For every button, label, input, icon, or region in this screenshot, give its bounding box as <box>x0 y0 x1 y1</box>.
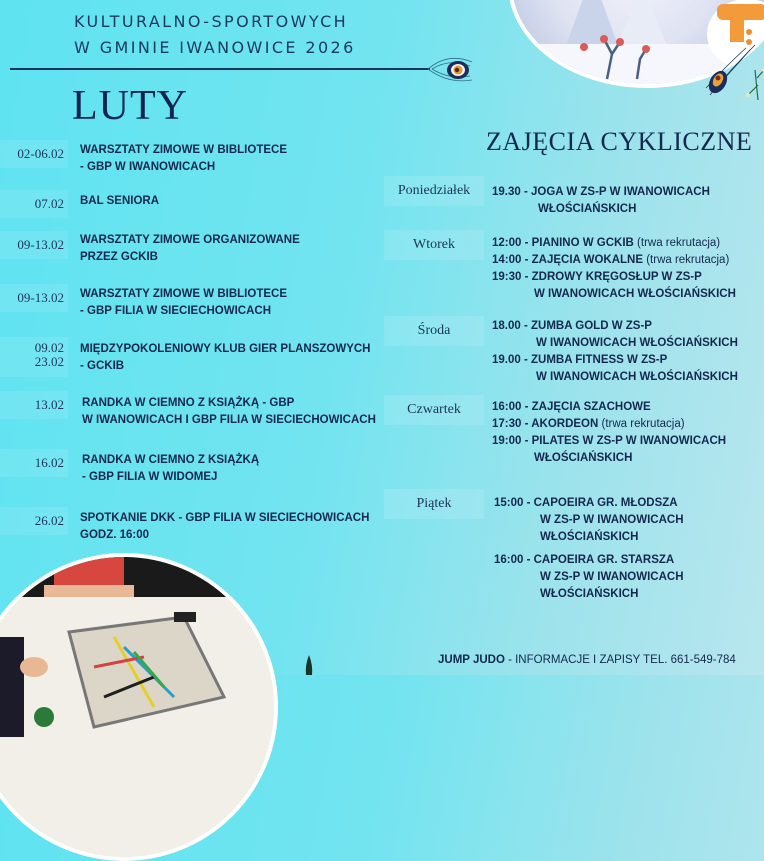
cyclic-item: 16:00 - ZAJĘCIA SZACHOWE <box>492 401 651 413</box>
event-date: 09-13.02 <box>0 284 68 312</box>
cyclic-title: ZAJĘCIA CYKLICZNE <box>486 127 753 156</box>
day-label-monday: Poniedziałek <box>384 176 484 206</box>
header-line-2: W GMINIE IWANOWICE 2026 <box>74 38 356 57</box>
board-game-photo <box>0 553 278 861</box>
peacock-feather-icon <box>428 54 476 86</box>
tuesday-items <box>492 235 736 303</box>
friday-items <box>494 495 684 603</box>
event-date: 26.02 <box>0 507 68 535</box>
header-line-1: KULTURALNO-SPORTOWYCH <box>74 12 349 31</box>
day-label-friday: Piątek <box>384 489 484 519</box>
event-date: 09.02 23.02 <box>0 337 68 377</box>
cyclic-item: 16:00 - CAPOEIRA GR. STARSZA W ZS-P W IWANOWICACH WŁOŚCIAŃSKICH <box>494 554 684 600</box>
footer-info: - INFORMACJE I ZAPISY TEL. 661-549-784 <box>504 654 736 666</box>
event-title: RANDKA W CIEMNO Z KSIĄŻKĄ - GBP FILIA W WIDOMEJ <box>82 454 260 483</box>
cyclic-item: 14:00 - ZAJĘCIA WOKALNE (trwa rekrutacja) <box>492 254 730 266</box>
peacock-feather-icon <box>700 40 764 100</box>
cyclic-item: 19.30 - JOGA W ZS-P W IWANOWICACH WŁOŚCIAŃSKICH <box>492 186 710 215</box>
thursday-items <box>492 399 726 467</box>
cyclic-item: 17:30 - AKORDEON (trwa rekrutacja) <box>492 418 685 430</box>
monday-items <box>492 184 710 218</box>
event-title: WARSZTATY ZIMOWE ORGANIZOWANE PRZEZ GCKIB <box>80 234 300 263</box>
event-date: 09-13.02 <box>0 231 68 259</box>
tree-icon <box>303 655 315 675</box>
event-date: 02-06.02 <box>0 140 68 168</box>
day-label-wednesday: Środa <box>384 316 484 346</box>
cyclic-item: 15:00 - CAPOEIRA GR. MŁODSZA W ZS-P W IWANOWICACH WŁOŚCIAŃSKICH <box>494 497 684 543</box>
wednesday-items <box>492 318 738 386</box>
cyclic-item: 19:00 - PILATES W ZS-P W IWANOWICACH WŁOŚCIAŃSKICH <box>492 435 727 464</box>
event-title: WARSZTATY ZIMOWE W BIBLIOTECE - GBP FILIA W SIECIECHOWICACH <box>80 288 287 317</box>
event-date: 07.02 <box>0 190 68 218</box>
footer-contact <box>438 654 736 666</box>
event-date: 16.02 <box>0 449 68 477</box>
event-date: 13.02 <box>0 391 68 419</box>
footer-club-name: JUMP JUDO <box>438 654 505 666</box>
cyclic-item: 19.00 - ZUMBA FITNESS W ZS-P W IWANOWICACH WŁOŚCIAŃSKICH <box>492 354 738 383</box>
day-label-thursday: Czwartek <box>384 395 484 425</box>
event-title: RANDKA W CIEMNO Z KSIĄŻKĄ - GBP W IWANOWICACH I GBP FILIA W SIECIECHOWICACH <box>82 397 376 426</box>
month-title: LUTY <box>72 83 188 129</box>
event-title: BAL SENIORA <box>80 195 160 207</box>
event-title: WARSZTATY ZIMOWE W BIBLIOTECE - GBP W IWANOWICACH <box>80 144 287 173</box>
cyclic-item: 18.00 - ZUMBA GOLD W ZS-P W IWANOWICACH WŁOŚCIAŃSKICH <box>492 320 738 349</box>
header-divider <box>10 68 430 70</box>
cyclic-item: 19:30 - ZDROWY KRĘGOSŁUP W ZS-P W IWANOWICACH WŁOŚCIAŃSKICH <box>492 271 736 300</box>
day-label-tuesday: Wtorek <box>384 230 484 260</box>
event-title: MIĘDZYPOKOLENIOWY KLUB GIER PLANSZOWYCH - GCKIB <box>80 343 371 372</box>
event-title: SPOTKANIE DKK - GBP FILIA W SIECIECHOWICACH GODZ. 16:00 <box>80 512 370 541</box>
cyclic-item: 12:00 - PIANINO W GCKIB (trwa rekrutacja) <box>492 237 721 249</box>
